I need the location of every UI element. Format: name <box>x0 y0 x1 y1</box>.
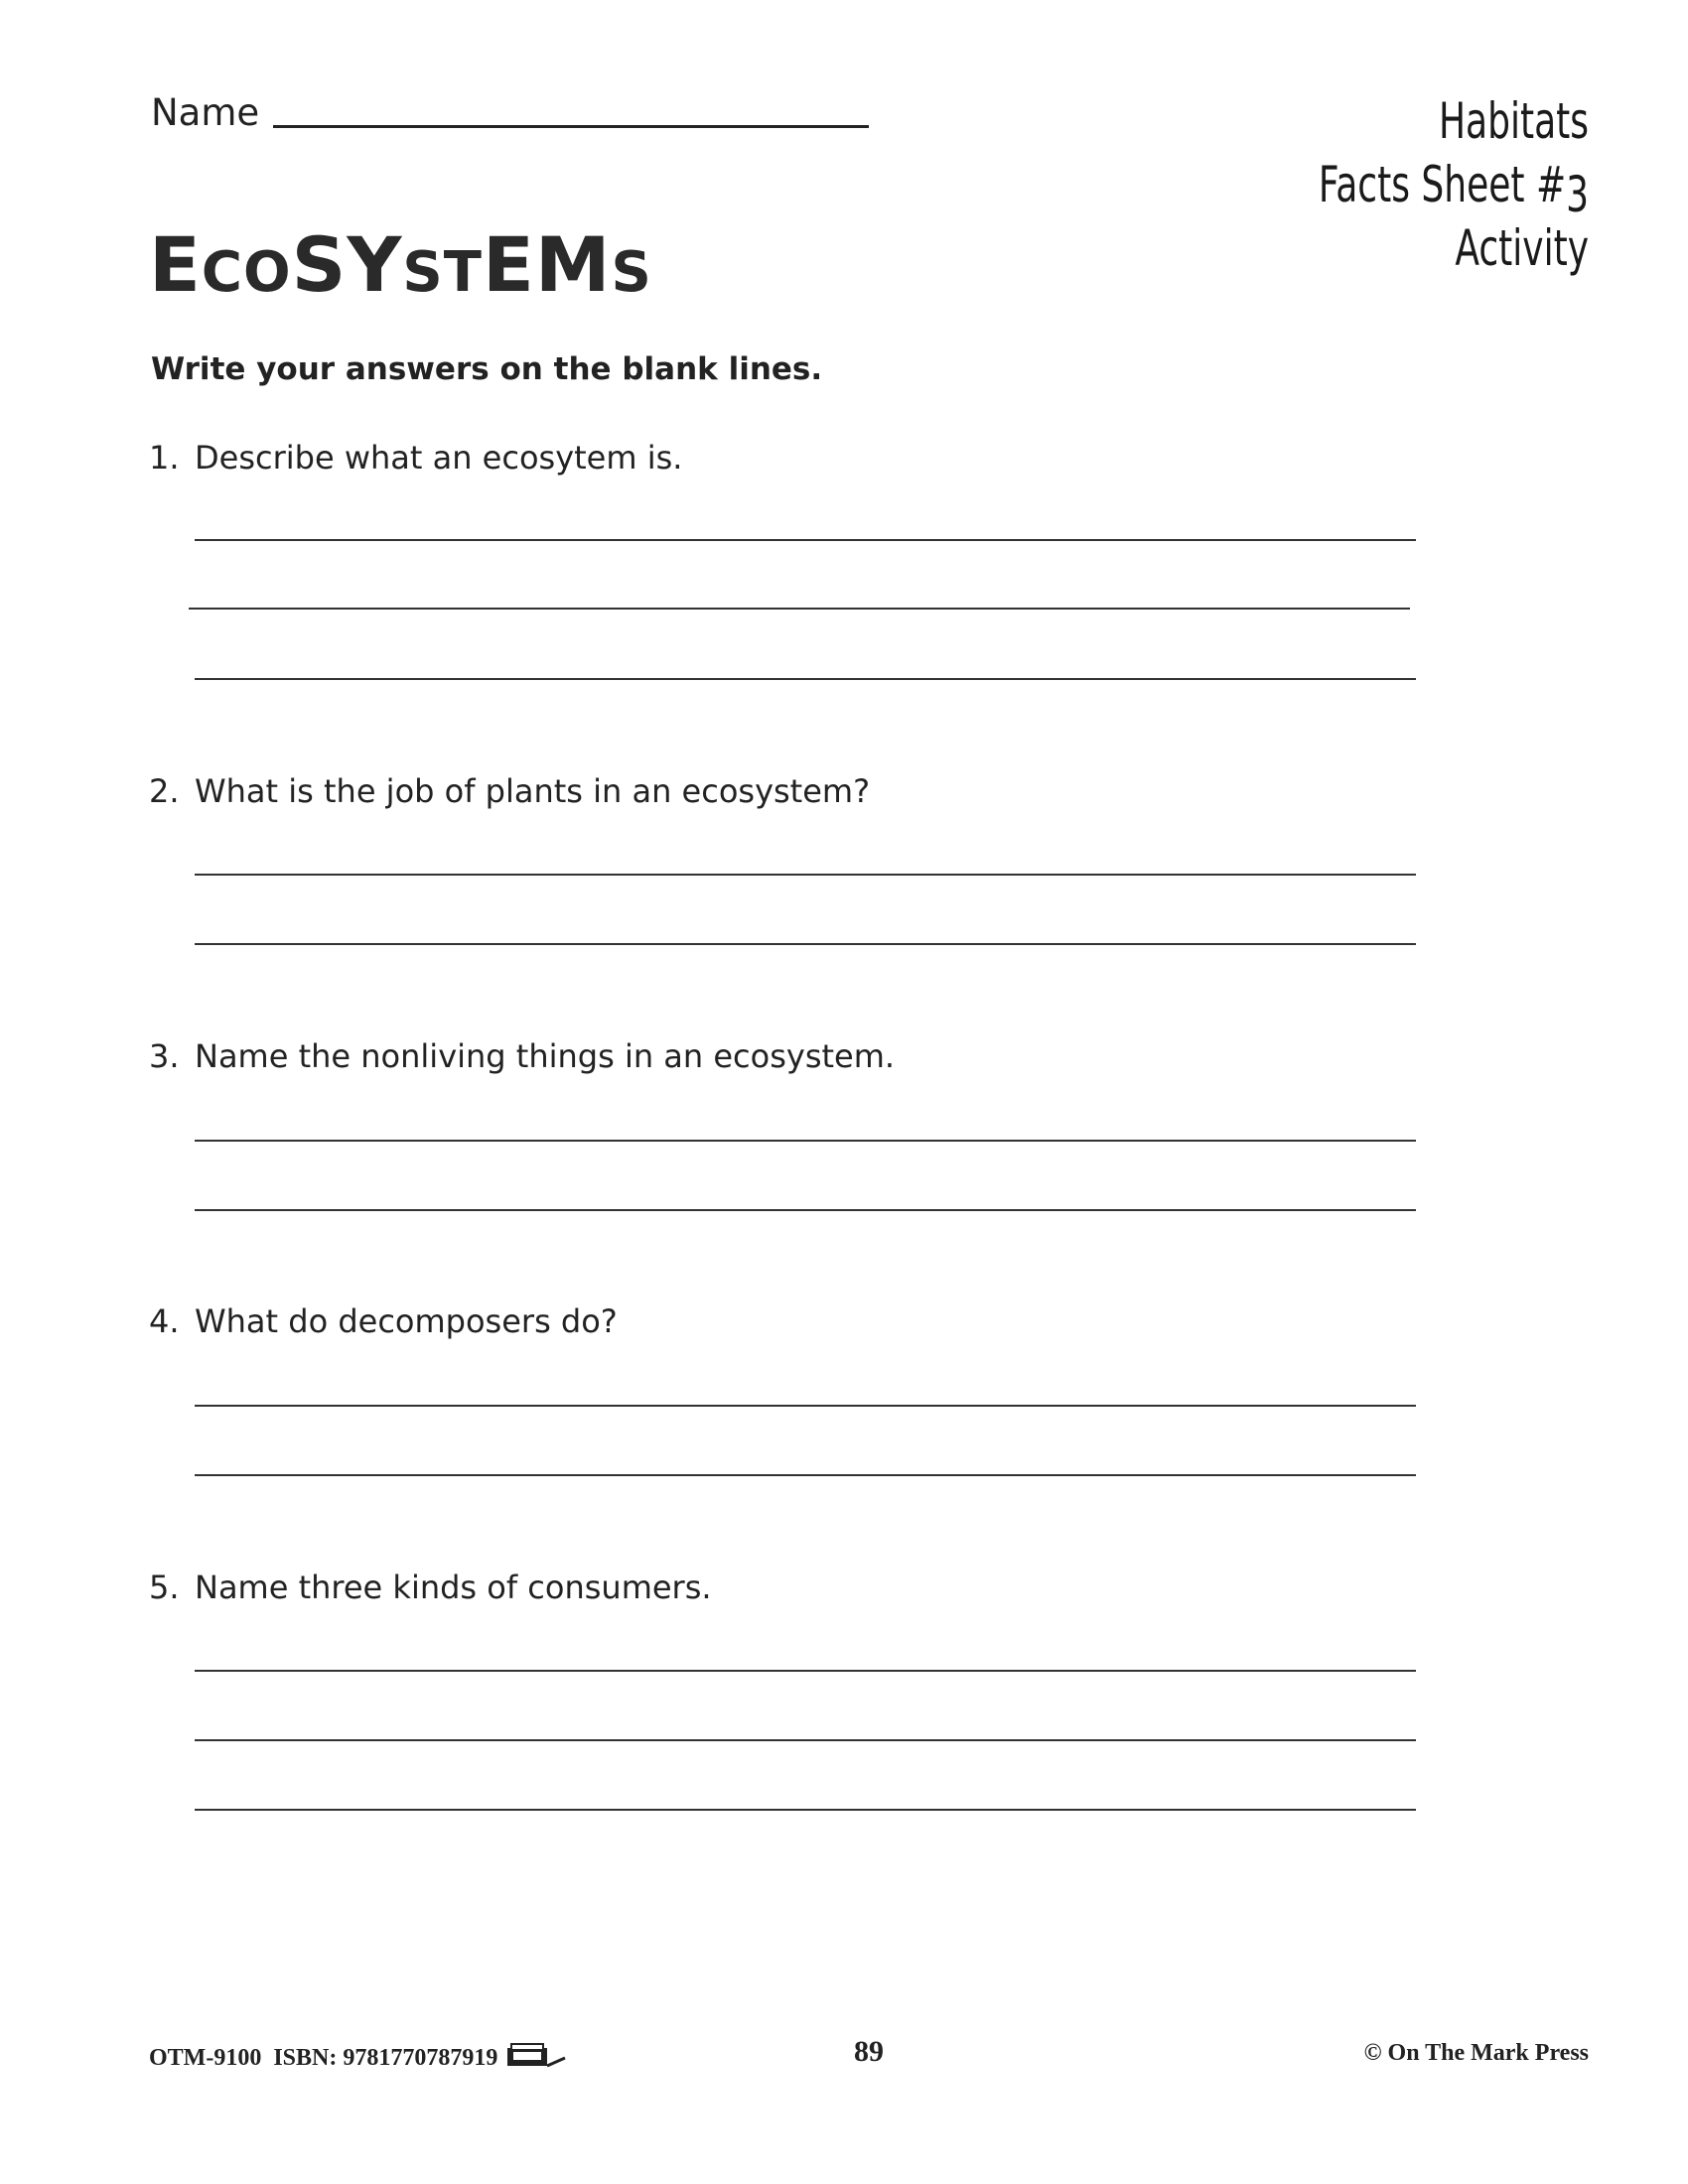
title-letter: S <box>291 220 348 309</box>
title-letters: ST <box>402 240 483 305</box>
question-4 <box>149 1302 618 1340</box>
name-label: Name <box>151 91 260 134</box>
subject-label: Habitats <box>1438 92 1589 150</box>
title-letter: E <box>482 220 535 309</box>
answer-line[interactable] <box>195 1405 1416 1407</box>
answer-line[interactable] <box>195 1140 1416 1142</box>
answer-line[interactable] <box>195 943 1416 945</box>
sheet-number: 3 <box>1566 166 1589 223</box>
answer-line[interactable] <box>195 1670 1416 1672</box>
name-field[interactable] <box>151 91 869 134</box>
title-letter: M <box>534 220 612 309</box>
question-5 <box>149 1569 712 1606</box>
page-title <box>149 220 652 309</box>
question-3 <box>149 1037 895 1075</box>
question-text: What is the job of plants in an ecosystem? <box>195 772 871 810</box>
copyright: © On The Mark Press <box>1363 2040 1589 2066</box>
question-number: 5. <box>149 1569 180 1606</box>
isbn: ISBN: 9781770787919 <box>273 2045 498 2071</box>
question-text: Name the nonliving things in an ecosystem. <box>195 1037 896 1075</box>
answer-line[interactable] <box>195 539 1416 541</box>
question-number: 4. <box>149 1302 180 1340</box>
answer-line[interactable] <box>195 1809 1416 1811</box>
question-number: 2. <box>149 772 180 810</box>
page-number: 89 <box>854 2035 884 2068</box>
product-code: OTM-9100 <box>149 2045 262 2071</box>
question-number: 1. <box>149 439 180 477</box>
sheet-type: Activity <box>1455 219 1589 277</box>
question-1 <box>149 439 682 477</box>
sheet-label <box>1318 153 1589 223</box>
answer-line[interactable] <box>195 1474 1416 1476</box>
name-blank-line[interactable] <box>273 125 869 128</box>
answer-line[interactable] <box>195 678 1416 680</box>
answer-line[interactable] <box>195 1739 1416 1741</box>
instructions: Write your answers on the blank lines. <box>151 351 823 387</box>
question-text: What do decomposers do? <box>195 1302 618 1340</box>
sheet-prefix: Facts Sheet # <box>1318 156 1567 213</box>
title-letter: Y <box>347 220 403 309</box>
sheet-header <box>1213 89 1589 280</box>
answer-line[interactable] <box>195 874 1416 876</box>
question-text: Name three kinds of consumers. <box>195 1569 712 1606</box>
title-letters: CO <box>201 240 292 305</box>
answer-line[interactable] <box>189 608 1410 610</box>
question-number: 3. <box>149 1037 180 1075</box>
title-letter: S <box>611 240 652 305</box>
title-letter: E <box>149 220 202 309</box>
question-text: Describe what an ecosytem is. <box>195 439 683 477</box>
question-2 <box>149 772 870 810</box>
answer-line[interactable] <box>195 1209 1416 1211</box>
